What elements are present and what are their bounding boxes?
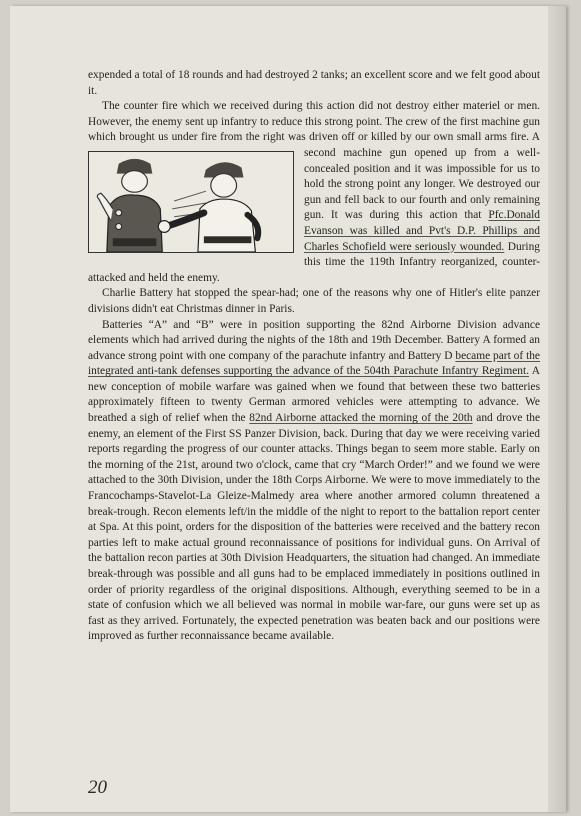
paragraph-3: Charlie Battery hat stopped the spear-had; one of the reasons why one of Hitler's elite panzer divisions didn't eat Christmas dinner in Paris. — [88, 287, 540, 315]
paragraph-2-block — [88, 99, 540, 645]
paragraph-2 — [88, 99, 540, 286]
body-text — [88, 68, 540, 645]
book-page — [10, 6, 566, 812]
page-spine-shadow — [548, 6, 566, 812]
paragraph-4 — [88, 318, 540, 645]
paragraph-4-text-a: Batteries “A” and “B” were in position supporting the 82nd Airborne Division advance elements which had arrived during the nights of the 18th and 19th December. Battery A formed an advance strong point with one company of the parachute infantry and Battery D — [88, 318, 540, 362]
soldiers-illustration — [88, 151, 294, 253]
paragraph-4-text-c: and drove the enemy, an element of the First SS Panzer Division, back. During that day we were receiving varied reports regarding the progress of our counter attacks. Things began to seem more stable. Early on the morning of the 21st, around two o'clock, came that cry “March Order!” and we found we were attached to the 30th Division, under the 18th Corps Airborne. We were to move immediately to the Francochamps-Stavelot-La Gleize-Malmedy area where another armored column threatened a break-trough. Recon elements left/in the middle of the night to report to the battalion report center at Spa. At this point, orders for the disposition of the batteries were received and the battery recon parties left to make actual ground reconnaissance of positions for individual guns. On Arrival of the battalion recon parties at 30th Division Headquarters, the situation had changed. An immediate break-through was possible and all guns had to be emplaced immediately in positions outlined in order of priority regardless of the original dispositions. Although, everything seemed to be in a state of confusion which we all believed was normal in mobile war-fare, our guns were set up as fast as they arrived. Fortunately, the expected penetration was beaten back and our positions were improved as further reconnaissance became available. — [88, 412, 540, 643]
paragraph-4-text-b: A new conception of mobile warfare was gained when we found that between these two batteries approximately fifteen to twenty German armored vehicles were attempting to advance. We breathed a sigh of relief when the — [88, 365, 540, 425]
underlined-82nd-airborne: 82nd Airborne attacked the morning of the 20th — [249, 412, 473, 425]
paragraph-1: expended a total of 18 rounds and had destroyed 2 tanks; an excellent score and we felt good about it. — [88, 69, 540, 97]
underlined-anti-tank-defenses: became part of the integrated anti-tank defenses supporting the advance of the 504th Parachute Infantry Regiment. — [88, 349, 540, 378]
underlined-casualties: Pfc.Donald Evanson was killed and Pvt's D.P. Phillips and Charles Schofield were seriously wounded. — [304, 209, 540, 253]
page-number: 20 — [88, 777, 107, 798]
paragraph-2-text-b: During this time the 119th Infantry reorganized, counter-attacked and held the enemy. — [88, 240, 540, 284]
paragraph-2-text-a-cont: from a well-concealed position and it was impossible for us to hold the strong point any longer. We destroyed our gun and fell back to our fourth and only remaining gun. It was during this action that — [304, 146, 541, 222]
paragraph-2-text-a: The counter fire which we received during this action did not destroy either materiel or men. However, the enemy sent up infantry to reduce this strong point. The crew of the first machine gun which brought us under fire from the right was driven off or killed by our own small arms fire. A second machine gun opened up — [88, 100, 540, 159]
